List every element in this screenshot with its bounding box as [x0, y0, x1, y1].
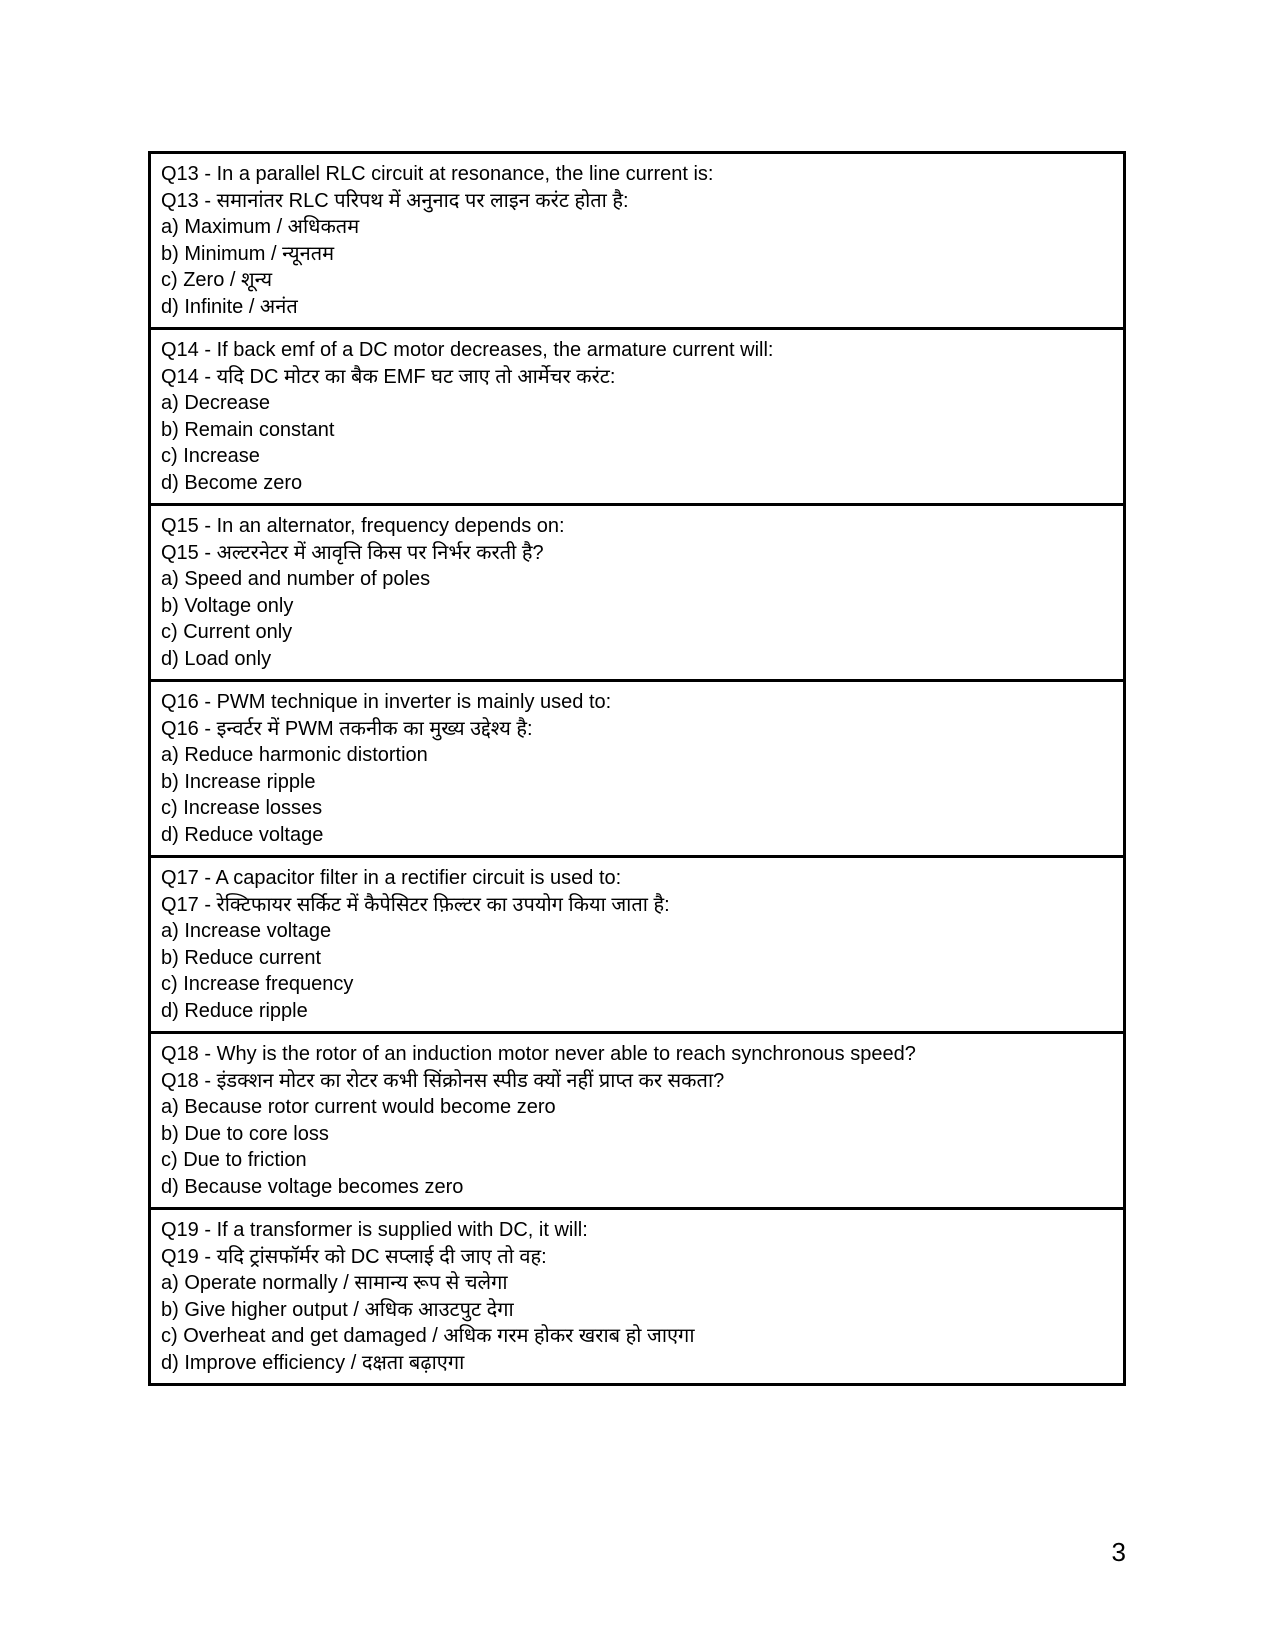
option-b: b) Reduce current	[161, 946, 322, 969]
question-text-english: Q13 - In a parallel RLC circuit at resonance, the line current is:	[161, 163, 714, 185]
question-text-english: Q14 - If back emf of a DC motor decreases, the armature current will:	[161, 339, 774, 361]
option-d: d) Reduce voltage	[161, 823, 324, 846]
option-a: a) Decrease	[161, 392, 270, 414]
question-block-q15	[151, 506, 1123, 682]
option-b: b) Increase ripple	[161, 770, 316, 793]
option-b: b) Remain constant	[161, 418, 335, 441]
question-text-hindi: Q16 - इन्वर्टर में PWM तकनीक का मुख्य उद्देश्य है:	[161, 717, 533, 740]
question-text-hindi: Q18 - इंडक्शन मोटर का रोटर कभी सिंक्रोनस स्पीड क्यों नहीं प्राप्त कर सकता?	[161, 1069, 725, 1092]
option-d: d) Because voltage becomes zero	[161, 1175, 464, 1198]
question-block-q16	[151, 682, 1123, 858]
option-d: d) Improve efficiency / दक्षता बढ़ाएगा	[161, 1351, 465, 1374]
question-text-hindi: Q19 - यदि ट्रांसफॉर्मर को DC सप्लाई दी जाए तो वह:	[161, 1245, 547, 1268]
option-a: a) Reduce harmonic distortion	[161, 744, 428, 766]
option-b: b) Minimum / न्यूनतम	[161, 242, 335, 265]
option-d: d) Become zero	[161, 471, 303, 494]
option-a: a) Increase voltage	[161, 920, 332, 942]
question-text-english: Q18 - Why is the rotor of an induction motor never able to reach synchronous speed?	[161, 1043, 916, 1065]
question-text-hindi: Q15 - अल्टरनेटर में आवृत्ति किस पर निर्भर करती है?	[161, 541, 544, 564]
option-b: b) Due to core loss	[161, 1122, 329, 1145]
option-a: a) Because rotor current would become zero	[161, 1096, 556, 1118]
question-block-q13	[151, 154, 1123, 330]
option-c: c) Overheat and get damaged / अधिक गरम होकर खराब हो जाएगा	[161, 1325, 695, 1347]
option-a: a) Maximum / अधिकतम	[161, 216, 360, 238]
question-text-english: Q17 - A capacitor filter in a rectifier circuit is used to:	[161, 867, 622, 889]
option-c: c) Increase losses	[161, 797, 323, 819]
question-block-q14	[151, 330, 1123, 506]
option-b: b) Give higher output / अधिक आउटपुट देगा	[161, 1298, 514, 1321]
option-d: d) Reduce ripple	[161, 999, 308, 1022]
question-block-q17	[151, 858, 1123, 1034]
question-block-q19	[151, 1210, 1123, 1383]
option-c: c) Increase frequency	[161, 973, 354, 995]
question-table	[148, 151, 1126, 1386]
option-c: c) Increase	[161, 445, 260, 467]
question-text-hindi: Q17 - रेक्टिफायर सर्किट में कैपेसिटर फ़िल्टर का उपयोग किया जाता है:	[161, 893, 670, 916]
option-a: a) Speed and number of poles	[161, 568, 431, 590]
question-block-q18	[151, 1034, 1123, 1210]
option-b: b) Voltage only	[161, 594, 294, 617]
option-d: d) Load only	[161, 647, 272, 670]
option-a: a) Operate normally / सामान्य रूप से चलेगा	[161, 1272, 508, 1294]
option-c: c) Current only	[161, 621, 293, 643]
question-text-english: Q16 - PWM technique in inverter is mainly used to:	[161, 691, 612, 713]
option-d: d) Infinite / अनंत	[161, 295, 298, 318]
option-c: c) Due to friction	[161, 1149, 307, 1171]
question-text-english: Q19 - If a transformer is supplied with DC, it will:	[161, 1219, 588, 1241]
page-number: 3	[1111, 1537, 1126, 1567]
question-text-english: Q15 - In an alternator, frequency depends on:	[161, 515, 565, 537]
option-c: c) Zero / शून्य	[161, 269, 273, 291]
question-text-hindi: Q13 - समानांतर RLC परिपथ में अनुनाद पर लाइन करंट होता है:	[161, 189, 629, 212]
question-text-hindi: Q14 - यदि DC मोटर का बैक EMF घट जाए तो आर्मेचर करंट:	[161, 365, 616, 388]
